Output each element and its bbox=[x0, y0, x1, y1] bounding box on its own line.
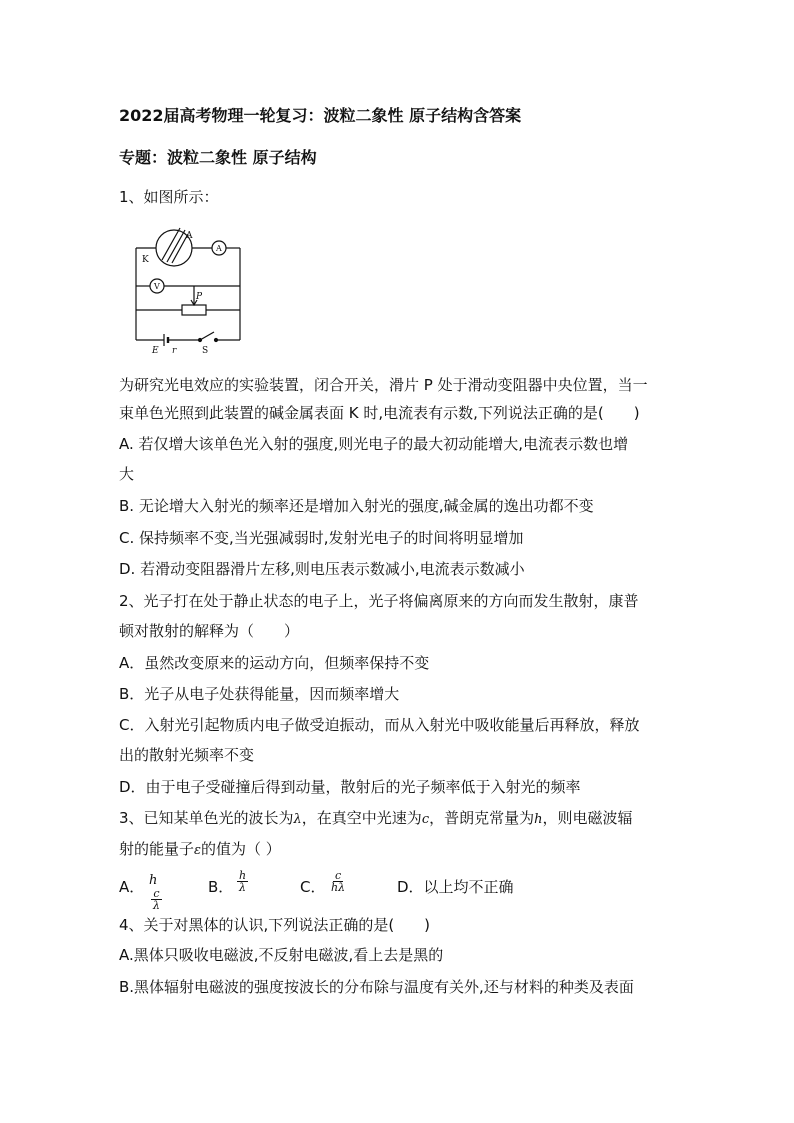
switch-label: S bbox=[202, 346, 209, 354]
q3-stem-line-2 bbox=[119, 838, 281, 862]
emf-label: E bbox=[152, 346, 159, 354]
q2-option-d: D．由于电子受碰撞后得到动量，散射后的光子频率低于入射光的频率 bbox=[119, 778, 581, 796]
fraction: $\frac{h}{\lambda}$ bbox=[239, 869, 247, 894]
rheostat bbox=[182, 305, 206, 315]
slider-label: P bbox=[196, 292, 203, 302]
q3-stem-text: 3、已知某单色光的波长为 bbox=[119, 809, 294, 827]
q3-option-b-label: B． bbox=[208, 878, 234, 896]
photoelectric-circuit-diagram bbox=[132, 224, 244, 354]
tube-anode-label: A bbox=[186, 231, 193, 241]
epsilon-symbol: ε bbox=[194, 843, 201, 858]
q2-option-c-cont: 出的散射光频率不变 bbox=[119, 746, 255, 764]
q1-option-a-cont: 大 bbox=[119, 465, 135, 483]
q1-option-c: C. 保持频率不变,当光强减弱时,发射光电子的时间将明显增加 bbox=[119, 529, 524, 547]
q1-stem: 1、如图所示： bbox=[119, 188, 219, 206]
c-symbol: c bbox=[421, 812, 430, 827]
cathode-label: K bbox=[142, 255, 149, 265]
q4-option-b: B.黑体辐射电磁波的强度按波长的分布除与温度有关外,还与材料的种类及表面 bbox=[119, 978, 634, 996]
q1-option-b: B. 无论增大入射光的频率还是增加入射光的强度,碱金属的逸出功都不变 bbox=[119, 497, 594, 515]
q3-option-a-formula bbox=[149, 870, 164, 911]
ammeter-label: A bbox=[216, 244, 222, 253]
q1-option-a: A. 若仅增大该单色光入射的强度,则光电子的最大初动能增大,电流表示数也增 bbox=[119, 435, 629, 453]
q4-stem: 4、关于对黑体的认识,下列说法正确的是( ) bbox=[119, 916, 431, 934]
q3-stem-line-1 bbox=[119, 807, 633, 831]
q1-text-line-2: 束单色光照到此装置的碱金属表面 K 时,电流表有示数,下列说法正确的是( ) bbox=[119, 404, 640, 422]
q3-option-c-formula bbox=[327, 870, 349, 893]
h-symbol: h bbox=[534, 812, 543, 827]
q3-option-d: D．以上均不正确 bbox=[397, 878, 514, 896]
q2-stem-line-1: 2、光子打在处于静止状态的电子上，光子将偏离原来的方向而发生散射，康普 bbox=[119, 592, 639, 610]
q2-option-c: C．入射光引起物质内电子做受迫振动，而从入射光中吸收能量后再释放，释放 bbox=[119, 716, 640, 734]
q3-stem-text: ，在真空中光速为 bbox=[301, 809, 422, 827]
q3-option-a-label: A． bbox=[119, 878, 145, 896]
q4-option-a: A.黑体只吸收电磁波,不反射电磁波,看上去是黑的 bbox=[119, 946, 444, 964]
q1-text-line-1: 为研究光电效应的实验装置，闭合开关，滑片 P 处于滑动变阻器中央位置，当一 bbox=[119, 376, 648, 394]
q3-stem-text: 射的能量子 bbox=[119, 840, 195, 858]
voltmeter-label: V bbox=[154, 282, 160, 291]
q3-stem-text: ，则电磁波辐 bbox=[542, 809, 633, 827]
section-heading: 专题：波粒二象性 原子结构 bbox=[119, 148, 317, 167]
fraction: $\frac{c}{\lambda}$ bbox=[153, 887, 160, 912]
resistance-label: r bbox=[172, 346, 177, 354]
q3-stem-text: 的值为（ ） bbox=[201, 840, 281, 858]
h-symbol: h bbox=[149, 873, 158, 888]
lambda-symbol: λ bbox=[293, 812, 302, 827]
q2-stem-line-2: 顿对散射的解释为（ ） bbox=[119, 622, 300, 640]
q2-option-a: A．虽然改变原来的运动方向，但频率保持不变 bbox=[119, 654, 430, 672]
document-title: 2022届高考物理一轮复习：波粒二象性 原子结构含答案 bbox=[119, 106, 522, 125]
q2-option-b: B．光子从电子处获得能量，因而频率增大 bbox=[119, 685, 400, 703]
q3-stem-text: ，普朗克常量为 bbox=[429, 809, 535, 827]
q3-option-b-formula bbox=[235, 870, 250, 893]
q1-option-d: D. 若滑动变阻器滑片左移,则电压表示数减小,电流表示数减小 bbox=[119, 560, 525, 578]
q3-option-c-label: C． bbox=[300, 878, 326, 896]
fraction: $\frac{c}{h\lambda}$ bbox=[331, 869, 346, 894]
